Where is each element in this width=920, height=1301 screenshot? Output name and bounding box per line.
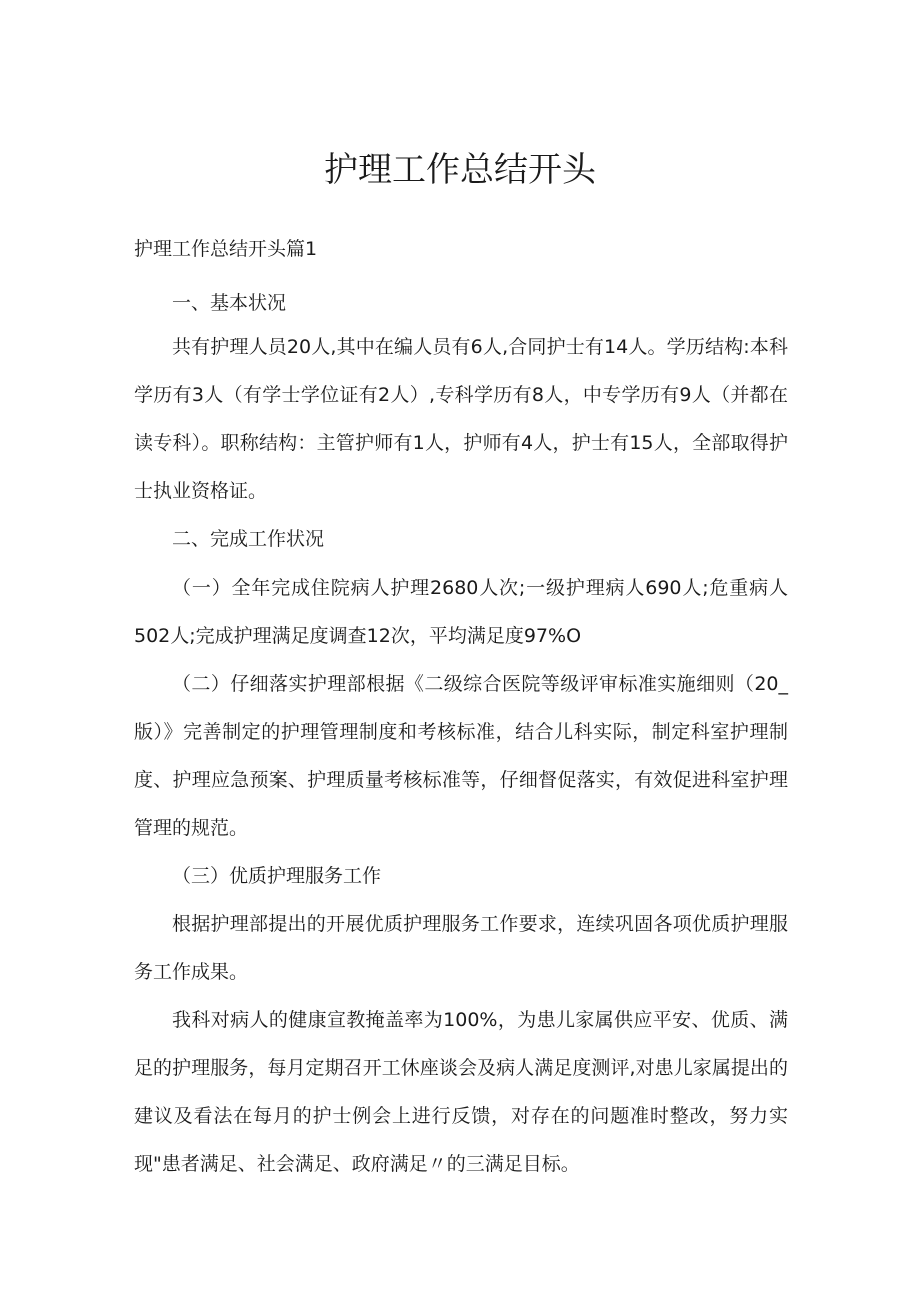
section-heading-quality-service: （三）优质护理服务工作: [172, 865, 382, 887]
paragraph-health-education: 我科对病人的健康宣教掩盖率为100%，为患儿家属供应平安、优质、满足的护理服务，每月定期召开工休座谈会及病人满足度测评,对患儿家属提出的建议及看法在每月的护士例会上进行反馈，对存在的问题准时整改，努力实现"患者满足、社会满足、政府满足〃的三满足目标。: [134, 1009, 788, 1175]
section-heading-basic-status: 一、基本状况: [172, 292, 287, 314]
document-title: 护理工作总结开头: [324, 150, 596, 190]
paragraph-quality-requirement: 根据护理部提出的开展优质护理服务工作要求，连续巩固各项优质护理服务工作成果。: [134, 913, 788, 983]
paragraph-annual-stats: （一）全年完成住院病人护理2680人次;一级护理病人690人;危重病人502人;完成护理满足度调查12次，平均满足度97%O: [134, 577, 788, 647]
paragraph-staff-structure: 共有护理人员20人,其中在编人员有6人,合同护士有14人。学历结构:本科学历有3人（有学士学位证有2人）,专科学历有8人，中专学历有9人（并都在读专科）。职称结构：主管护师有1人，护师有4人，护士有15人，全部取得护士执业资格证。: [134, 336, 788, 502]
document-subtitle: 护理工作总结开头篇1: [134, 238, 318, 260]
paragraph-management-rules: （二）仔细落实护理部根据《二级综合医院等级评审标准实施细则（20_版）》完善制定的护理管理制度和考核标准，结合儿科实际，制定科室护理制度、护理应急预案、护理质量考核标准等，仔细督促落实，有效促进科室护理管理的规范。: [134, 673, 788, 839]
section-heading-work-status: 二、完成工作状况: [172, 528, 325, 550]
